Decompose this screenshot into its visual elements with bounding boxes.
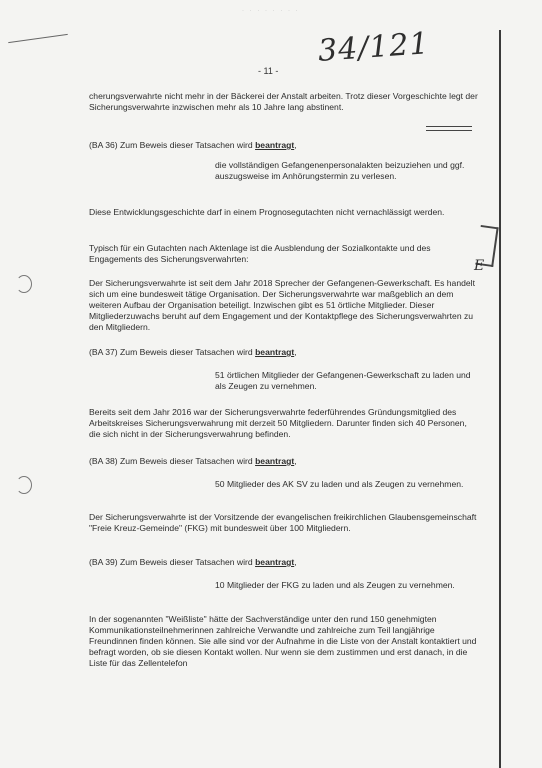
evidence-detail-ba37: 51 örtlichen Mitglieder der Gefangenen-Gewerkschaft zu laden und als Zeugen zu vernehmen. bbox=[215, 370, 471, 392]
paragraph-6: Der Sicherungsverwahrte ist der Vorsitzende der evangelischen freikirchlichen Glaubensgemeinschaft "Freie Kreuz-Gemeinde" (FKG) mit bundesweit über 100 Mitgliedern. bbox=[89, 512, 477, 534]
request-keyword: beantragt bbox=[255, 140, 295, 150]
evidence-request-ba37 bbox=[89, 347, 479, 358]
request-prefix: (BA 38) Zum Beweis dieser Tatsachen wird bbox=[89, 456, 256, 466]
evidence-request-ba39 bbox=[89, 557, 479, 568]
faint-stamp: · · · · · · · · bbox=[242, 8, 300, 14]
evidence-detail-ba38: 50 Mitglieder des AK SV zu laden und als Zeugen zu vernehmen. bbox=[215, 479, 464, 489]
scan-line-right bbox=[499, 30, 501, 768]
scan-line-top-left bbox=[8, 34, 68, 43]
request-prefix: (BA 37) Zum Beweis dieser Tatsachen wird bbox=[89, 347, 256, 357]
evidence-request-ba38 bbox=[89, 456, 479, 467]
page-number: - 11 - bbox=[258, 66, 279, 76]
evidence-detail-ba36: die vollständigen Gefangenenpersonalakten beizuziehen und ggf. auszugsweise im Anhörungstermin zu verlesen. bbox=[215, 160, 465, 182]
paragraph-3: Typisch für ein Gutachten nach Aktenlage ist die Ausblendung der Sozialkontakte und des Engagements des Sicherungsverwahrten: bbox=[89, 243, 431, 265]
paragraph-7: In der sogenannten "Weißliste" hätte der Sachverständige unter den rund 150 genehmigten Kommunikationsteilnehmerinnen zahlreiche Verwandte und zahlreiche zum Teil langjährige Freundinnen finden können. Sie alle sind vor der Aufnahme in die Liste von der Anstalt kontaktiert und befragt worden, ob sie diesen Kontakt wollen. Nur wenn sie dem zustimmen und erst danach, in die Liste für das Zellentelefon bbox=[89, 614, 477, 669]
paragraph-1: cherungsverwahrte nicht mehr in der Bäckerei der Anstalt arbeiten. Trotz dieser Vorgeschichte legt der Sicherungsverwahrte inzwischen mehr als 10 Jahre lang abstinent. bbox=[89, 91, 478, 113]
request-keyword: beantragt bbox=[255, 456, 295, 466]
request-prefix: (BA 39) Zum Beweis dieser Tatsachen wird bbox=[89, 557, 256, 567]
request-suffix: , bbox=[294, 140, 297, 150]
paragraph-2: Diese Entwicklungsgeschichte darf in einem Prognosegutachten nicht vernachlässigt werden. bbox=[89, 207, 445, 217]
request-keyword: beantragt bbox=[255, 557, 295, 567]
paragraph-4: Der Sicherungsverwahrte ist seit dem Jahr 2018 Sprecher der Gefangenen-Gewerkschaft. Es handelt sich um eine bundesweit tätige Organisation. Der Sicherungsverwahrte war maßgeblich an dem weiteren Aufbau der Organisation beteiligt. Inzwischen gibt es 51 örtliche Mitglieder. Dieser Mitgliederzuwachs beruht auf dem Engagement und der Kontaktpflege des Sicherungsverwahrten zu den Mitgliedern. bbox=[89, 278, 475, 333]
evidence-request-ba36 bbox=[89, 140, 479, 151]
request-prefix: (BA 36) Zum Beweis dieser Tatsachen wird bbox=[89, 140, 256, 150]
request-suffix: , bbox=[294, 456, 297, 466]
handwritten-underline-2 bbox=[426, 130, 472, 131]
paragraph-5: Bereits seit dem Jahr 2016 war der Sicherungsverwahrte federführendes Gründungsmitglied des Arbeitskreises Sicherungsverwahrung mit derzeit 50 Mitgliedern. Darunter finden sich 40 Personen, die sich nicht in der Sicherungsverwahrung befinden. bbox=[89, 407, 467, 440]
handwritten-underline bbox=[426, 126, 472, 127]
evidence-detail-ba39: 10 Mitglieder der FKG zu laden und als Zeugen zu vernehmen. bbox=[215, 580, 455, 590]
request-keyword: beantragt bbox=[255, 347, 295, 357]
handwritten-page-number: 34/121 bbox=[316, 26, 431, 69]
request-suffix: , bbox=[294, 557, 297, 567]
punch-hole-upper bbox=[16, 275, 32, 293]
punch-hole-lower bbox=[16, 476, 32, 494]
request-suffix: , bbox=[294, 347, 297, 357]
margin-note: E bbox=[474, 258, 485, 274]
